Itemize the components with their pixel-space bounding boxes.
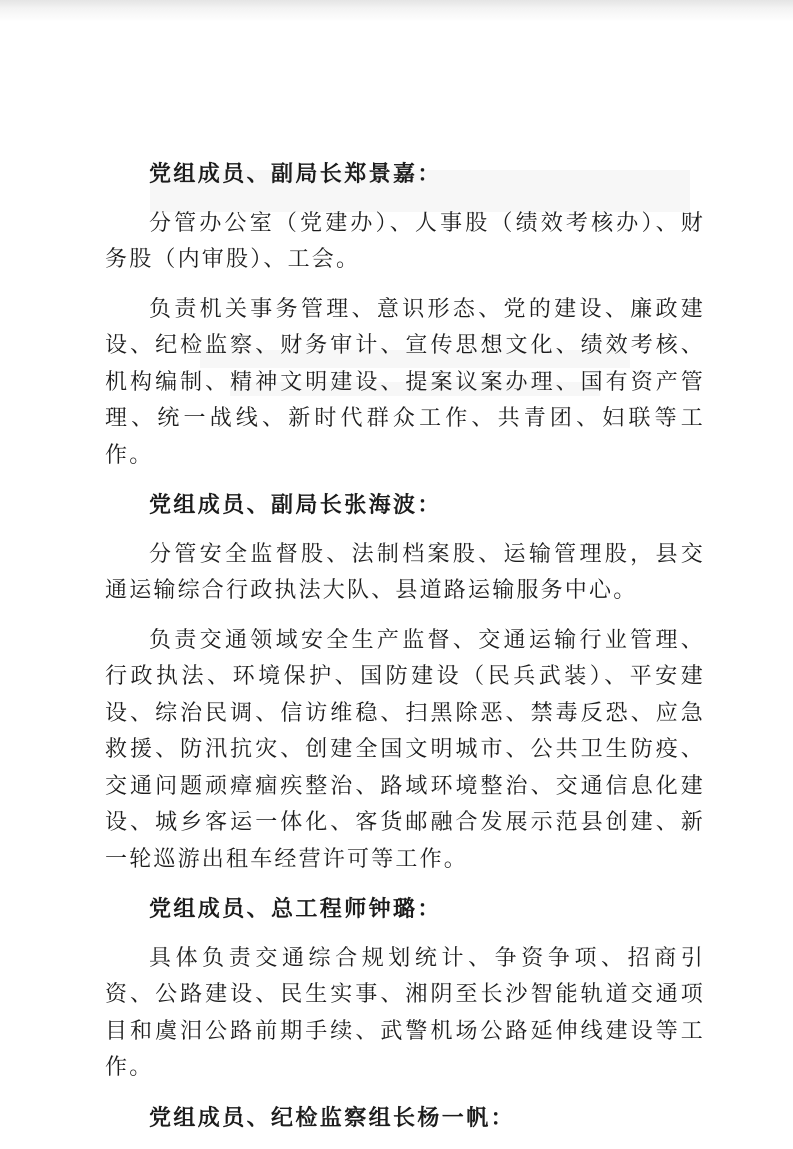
duty-paragraph: 负责交通领域安全生产监督、交通运输行业管理、行政执法、环境保护、国防建设（民兵武装）、平安建设、综治民调、信访维稳、扫黑除恶、禁毒反恐、应急救援、防汛抗灾、创建全国文明城市、公共卫生防疫、交通问题顽瘴痼疾整治、路域环境整治、交通信息化建设、城乡客运一体化、客货邮融合发展示范县创建、新一轮巡游出租车经营许可等工作。: [105, 627, 705, 872]
document-body: [105, 156, 705, 1149]
duty-paragraph: 分管安全监督股、法制档案股、运输管理股，县交通运输综合行政执法大队、县道路运输服务中心。: [105, 541, 705, 603]
duty-paragraph: 具体负责交通综合规划统计、争资争项、招商引资、公路建设、民生实事、湘阴至长沙智能轨道交通项目和虞汨公路前期手续、武警机场公路延伸线建设等工作。: [105, 945, 705, 1080]
section-heading: 党组成员、总工程师钟璐：: [149, 896, 442, 922]
section-heading: 党组成员、副局长郑景嘉：: [149, 161, 442, 187]
section-heading: 党组成员、副局长张海波：: [149, 492, 442, 518]
scan-edge-shadow: [0, 0, 793, 22]
duty-paragraph: 分管办公室（党建办）、人事股（绩效考核办）、财务股（内审股）、工会。: [105, 210, 705, 272]
duty-paragraph: 负责机关事务管理、意识形态、党的建设、廉政建设、纪检监察、财务审计、宣传思想文化、绩效考核、机构编制、精神文明建设、提案议案办理、国有资产管理、统一战线、新时代群众工作、共青团、妇联等工作。: [105, 296, 705, 468]
section-heading: 党组成员、纪检监察组长杨一帆：: [149, 1104, 516, 1131]
